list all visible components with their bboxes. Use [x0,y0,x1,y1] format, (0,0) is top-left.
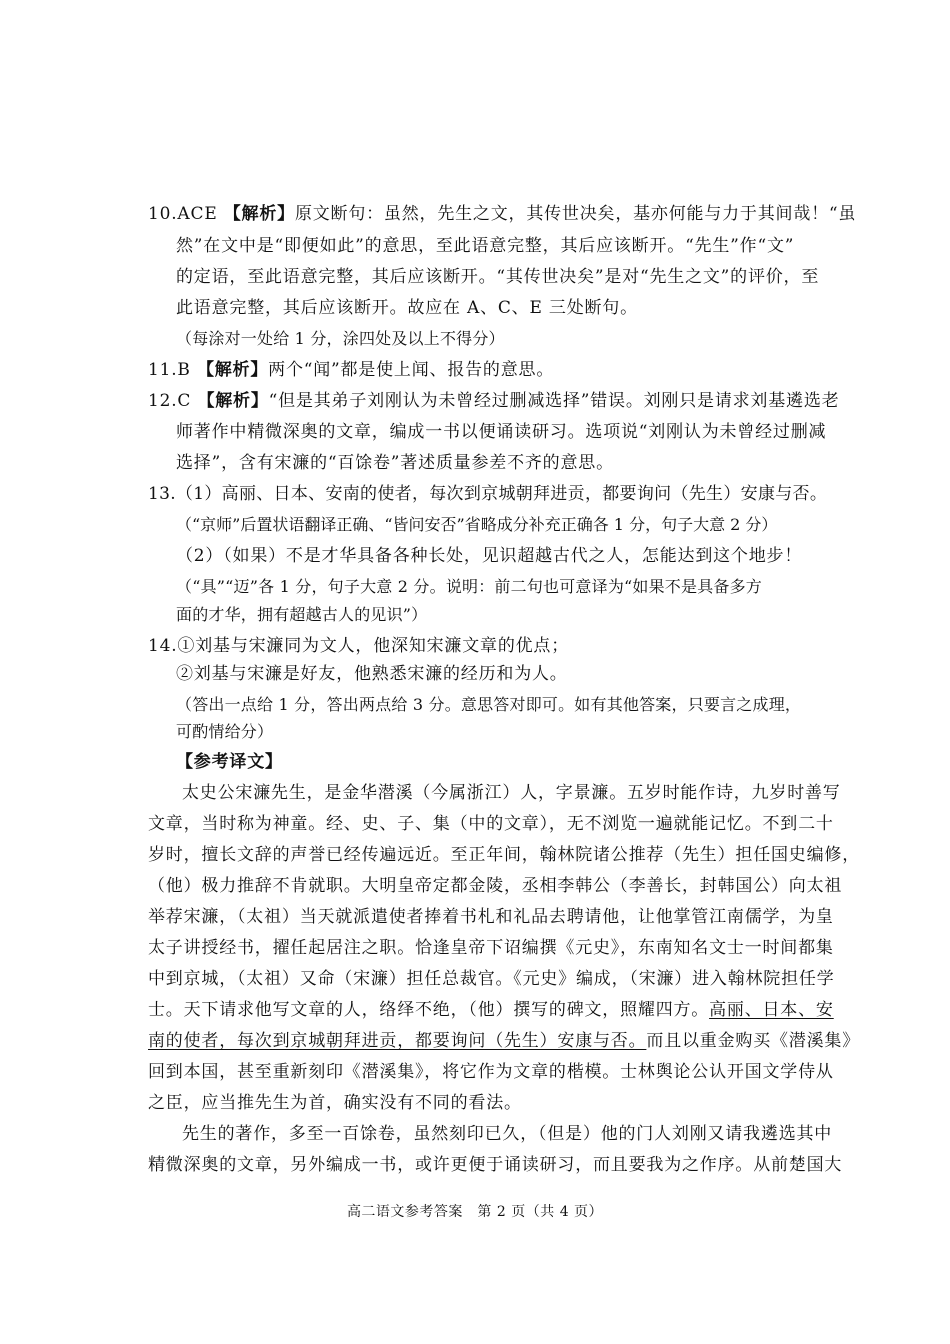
q14-answer-1: 14.①刘基与宋濂同为文人，他深知宋濂文章的优点； [148,636,570,656]
underlined-answer-sentence: 南的使者，每次到京城朝拜进贡，都要询问（先生）安康与否。 [148,1031,647,1051]
translation-p1-line-1: 太史公宋濂先生，是金华潜溪（今属浙江）人，字景濂。五岁时能作诗，九岁时善写 [182,783,841,803]
q13-note-2-line-1: （“具”“迈”各 1 分，句子大意 2 分。说明：前二句也可意译为“如果不是具备多方 [176,577,763,596]
q14-answer-2: ②刘基与宋濂是好友，他熟悉宋濂的经历和为人。 [176,664,568,684]
analysis-tag: 【解析】 [196,360,269,380]
analysis-tag: 【解析】 [223,204,295,224]
analysis-tag: 【解析】 [197,391,269,411]
translation-p1-line-10: 回到本国，甚至重新刻印《潜溪集》，将它作为文章的楷模。士林舆论公认开国文学侍从 [148,1062,834,1082]
translation-p1-line-4: （他）极力推辞不肯就职。大明皇帝定都金陵，丞相李韩公（李善长，封韩国公）向太祖 [148,876,843,896]
translation-p1-line-9: 南的使者，每次到京城朝拜进贡，都要询问（先生）安康与否。而且以重金购买《潜溪集》 [148,1031,861,1051]
translation-p1-line-11: 之臣，应当推先生为首，确实没有不同的看法。 [148,1093,522,1113]
q11-line: 11.B 【解析】两个“闻”都是使上闻、报告的意思。 [148,360,555,380]
q12-line-3: 选择”，含有宋濂的“百馀卷”著述质量参差不齐的意思。 [176,453,614,473]
underlined-answer-sentence: 高丽、日本、安 [709,1000,834,1020]
translation-heading: 【参考译文】 [176,752,283,772]
q14-note-line-1: （答出一点给 1 分，答出两点给 3 分。意思答对即可。如有其他答案，只要言之成理， [176,695,802,714]
q12-line-1: 12.C 【解析】“但是其弟子刘刚认为未曾经过删减选择”错误。刘刚只是请求刘基遴选老 [148,391,840,411]
q10-line-3: 的定语，至此语意完整，其后应该断开。“其传世决矣”是对“先生之文”的评价，至 [176,267,820,287]
translation-p1-line-3: 岁时，擅长文辞的声誉已经传遍远近。至正年间，翰林院诸公推荐（先生）担任国史编修， [148,845,860,865]
q13-answer-1: 13.（1）高丽、日本、安南的使者，每次到京城朝拜进贡，都要询问（先生）安康与否。 [148,484,828,504]
q10-scoring-note: （每涂对一处给 1 分，涂四处及以上不得分） [176,329,505,348]
q10-line-1: 10.ACE 【解析】原文断句：虽然，先生之文，其传世决矣，基亦何能与力于其间哉！“虽 [148,204,857,224]
q14-note-line-2: 可酌情给分） [176,722,274,741]
translation-p1-line-6: 太子讲授经书，擢任起居注之职。恰逢皇帝下诏编撰《元史》，东南知名文士一时间都集 [148,938,834,958]
translation-p1-line-7: 中到京城，（太祖）又命（宋濂）担任总裁官。《元史》编成，（宋濂）进入翰林院担任学 [148,969,835,989]
q13-note-1: （“京师”后置状语翻译正确、“皆问安否”省略成分补充正确各 1 分，句子大意 2 分） [176,515,778,534]
q10-line-2: 然”在文中是“即便如此”的意思，至此语意完整，其后应该断开。“先生”作“文” [176,236,795,256]
page-footer: 高二语文参考答案 第 2 页（共 4 页） [346,1204,604,1220]
translation-p1-line-2: 文章，当时称为神童。经、史、子、集（中的文章），无不浏览一遍就能记忆。不到二十 [148,814,834,834]
translation-p2-line-2: 精微深奥的文章，另外编成一书，或许更便于诵读研习，而且要我为之作序。从前楚国大 [148,1155,843,1175]
q13-note-2-line-2: 面的才华，拥有超越古人的见识”） [176,605,428,624]
translation-p1-line-5: 举荐宋濂，（太祖）当天就派遣使者捧着书札和礼品去聘请他，让他掌管江南儒学，为皇 [148,907,834,927]
translation-p1-line-8: 士。天下请求他写文章的人，络绎不绝，（他）撰写的碑文，照耀四方。高丽、日本、安 [148,1000,834,1020]
translation-p2-line-1: 先生的著作，多至一百馀卷，虽然刻印已久，（但是）他的门人刘刚又请我遴选其中 [182,1124,833,1144]
q13-answer-2: （2）（如果）不是才华具备各种长处，见识超越古代之人，怎能达到这个地步！ [176,546,803,566]
q12-line-2: 师著作中精微深奥的文章，编成一书以便诵读研习。选项说“刘刚认为未曾经过删减 [176,422,827,442]
q10-line-4: 此语意完整，其后应该断开。故应在 A、C、E 三处断句。 [176,298,638,318]
